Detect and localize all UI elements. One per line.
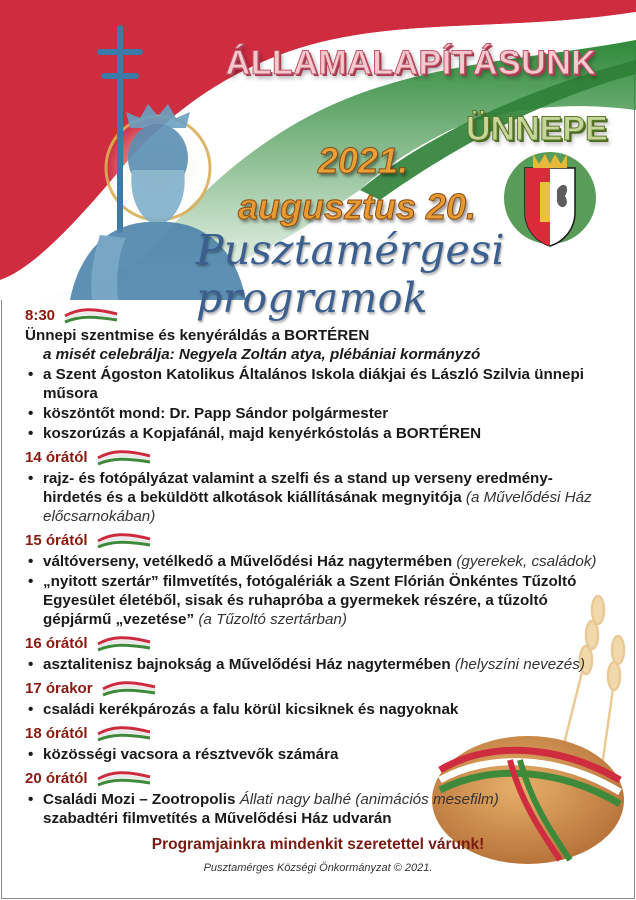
schedule-list <box>25 301 605 829</box>
schedule-item: • asztalitenisz bajnokság a Művelődési Ház nagytermében (helyszíni nevezés) <box>25 655 605 674</box>
closing-message: Programjainkra mindenkit szeretettel várunk! <box>151 836 485 853</box>
schedule-item: • családi kerékpározás a falu körül kicsiknek és nagyoknak <box>25 700 605 719</box>
schedule-item: • Családi Mozi – Zootropolis Állati nagy balhé (animációs mesefilm) szabadtéri filmvetítés a Művelődési Ház udvarán <box>25 790 605 828</box>
schedule-item: • váltóverseny, vetélkedő a Művelődési Ház nagytermében (gyerekek, családok) <box>25 552 605 571</box>
ribbon-icon <box>96 634 152 652</box>
ribbon-icon <box>101 679 157 697</box>
poster-title: ÁLLAMALAPÍTÁSUNK <box>225 44 597 82</box>
schedule-item: • közösségi vacsora a résztvevők számára <box>25 745 605 764</box>
schedule-item: • koszorúzás a Kopjafánál, majd kenyérkóstolás a BORTÉREN <box>25 424 605 443</box>
schedule-time: 20 órától <box>25 767 605 789</box>
schedule-time: 14 órától <box>25 446 605 468</box>
ribbon-icon <box>96 531 152 549</box>
schedule-item: • köszöntőt mond: Dr. Papp Sándor polgármester <box>25 404 605 423</box>
schedule-item: a misét celebrálja: Negyela Zoltán atya, plébániai kormányzó <box>43 346 481 363</box>
ribbon-icon <box>96 769 152 787</box>
ribbon-icon <box>96 448 152 466</box>
schedule-time: 17 órakor <box>25 677 605 699</box>
schedule-time: 8:30 <box>25 304 605 326</box>
schedule-item: Ünnepi szentmise és kenyéráldás a BORTÉREN <box>25 327 370 344</box>
schedule-item: • rajz- és fotópályázat valamint a szelfi és a stand up verseny eredmény-hirdetés és a beküldött alkotások kiállításának megnyitója (a Művelődési Ház előcsarnokában) <box>25 469 605 526</box>
schedule-time: 18 órától <box>25 722 605 744</box>
ribbon-icon <box>63 306 119 324</box>
schedule-item: • „nyitott szertár” filmvetítés, fotógalériák a Szent Flórián Önkéntes Tűzoltó Egyesület életéből, sisak és ruhapróba a gyermekek részére, a tűzoltó gépjármű „vezetése” (a Tűzoltó szertárban) <box>25 572 605 629</box>
schedule-time: 15 órától <box>25 529 605 551</box>
ribbon-icon <box>96 724 152 742</box>
event-date: augusztus 20. <box>238 186 477 227</box>
footer-credit: Pusztamérges Községi Önkormányzat © 2021. <box>203 862 433 874</box>
schedule-item: • a Szent Ágoston Katolikus Általános Iskola diákjai és László Szilvia ünnepi műsora <box>25 365 605 403</box>
poster-subtitle: ÜNNEPE <box>466 110 608 148</box>
programs-title: Pusztamérgesi programok <box>196 226 505 322</box>
event-year: 2021. <box>318 140 409 181</box>
schedule-time: 16 órától <box>25 632 605 654</box>
